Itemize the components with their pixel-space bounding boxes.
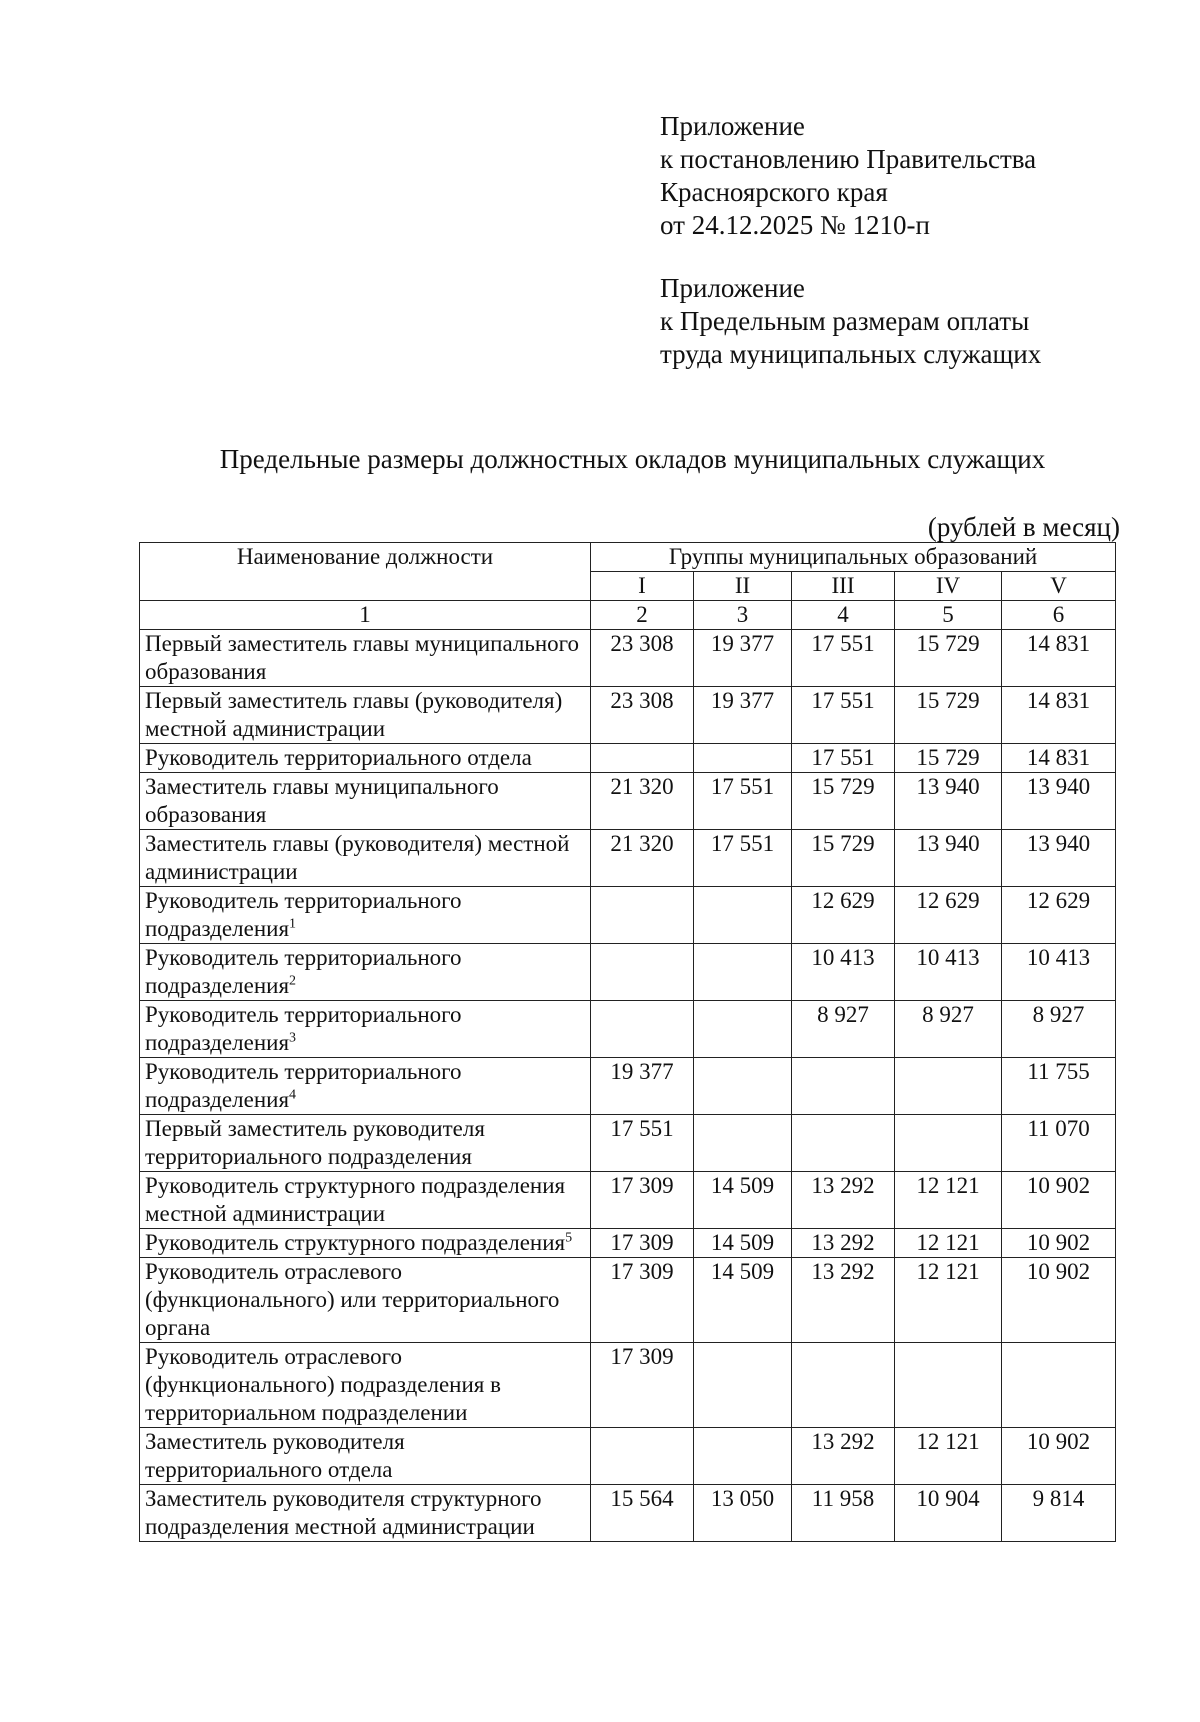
salary-value: 12 121 (895, 1428, 1002, 1485)
salary-value: 19 377 (694, 630, 792, 687)
position-name: Руководитель отраслевого (функционального) или территориального органа (140, 1258, 591, 1343)
salary-value: 15 729 (895, 744, 1002, 773)
salary-value: 9 814 (1002, 1485, 1116, 1542)
salary-value: 17 309 (591, 1258, 694, 1343)
salary-value: 10 904 (895, 1485, 1002, 1542)
table-row (140, 1058, 1116, 1115)
salary-value (694, 1428, 792, 1485)
salary-value (792, 1115, 895, 1172)
salary-value: 14 509 (694, 1229, 792, 1258)
column-index: 3 (694, 601, 792, 630)
position-name: Руководитель структурного подразделения местной администрации (140, 1172, 591, 1229)
salary-value: 17 309 (591, 1172, 694, 1229)
footnote-marker: 5 (565, 1230, 573, 1246)
position-name: Первый заместитель руководителя территориального подразделения (140, 1115, 591, 1172)
position-name: Руководитель отраслевого (функционального) подразделения в территориальном подразделении (140, 1343, 591, 1428)
salary-value (694, 1001, 792, 1058)
position-name: Руководитель территориального подразделения$^1$ (140, 887, 591, 944)
salary-value: 8 927 (1002, 1001, 1116, 1058)
salary-value: 10 902 (1002, 1258, 1116, 1343)
salary-value: 13 940 (1002, 830, 1116, 887)
column-index: 2 (591, 601, 694, 630)
position-name: Руководитель территориального подразделения$^4$ (140, 1058, 591, 1115)
table-row (140, 630, 1116, 687)
footnote-marker: 3 (289, 1030, 297, 1046)
table-row (140, 687, 1116, 744)
appendix-decree-line: Приложение (660, 111, 805, 141)
salary-value: 17 551 (792, 687, 895, 744)
table-row (140, 1001, 1116, 1058)
salary-value: 8 927 (792, 1001, 895, 1058)
table-row (140, 1343, 1116, 1428)
footnote-marker: 1 (289, 916, 297, 932)
salary-value: 21 320 (591, 830, 694, 887)
group-header: II (694, 572, 792, 601)
position-name: Руководитель структурного подразделения$^5$ (140, 1229, 591, 1258)
salary-value (591, 744, 694, 773)
salary-value: 17 309 (591, 1229, 694, 1258)
salary-value: 13 292 (792, 1258, 895, 1343)
position-name: Руководитель территориального подразделения$^2$ (140, 944, 591, 1001)
salary-value (591, 887, 694, 944)
salary-value: 14 831 (1002, 687, 1116, 744)
salary-value (694, 744, 792, 773)
appendix-decree-line: Красноярского края (660, 177, 888, 207)
table-body (140, 630, 1116, 1542)
footnote-marker: 2 (289, 973, 297, 989)
table-row (140, 1115, 1116, 1172)
salary-value: 13 292 (792, 1172, 895, 1229)
salary-value: 13 292 (792, 1428, 895, 1485)
salary-value: 14 509 (694, 1172, 792, 1229)
position-name: Заместитель главы (руководителя) местной администрации (140, 830, 591, 887)
salary-value: 10 413 (895, 944, 1002, 1001)
salary-table (139, 542, 1116, 1542)
salary-value: 13 940 (895, 773, 1002, 830)
salary-value: 10 413 (1002, 944, 1116, 1001)
group-header: V (1002, 572, 1116, 601)
salary-value (591, 1428, 694, 1485)
salary-value: 15 729 (895, 687, 1002, 744)
salary-value (591, 944, 694, 1001)
salary-value: 19 377 (694, 687, 792, 744)
table-row (140, 1258, 1116, 1343)
column-index: 6 (1002, 601, 1116, 630)
table-row (140, 1172, 1116, 1229)
group-header: I (591, 572, 694, 601)
appendix-limits-line: Приложение (660, 273, 805, 303)
salary-value: 15 729 (792, 773, 895, 830)
salary-value (694, 887, 792, 944)
header-block (660, 110, 1041, 371)
header-groups: Группы муниципальных образований (591, 543, 1116, 572)
salary-value: 10 413 (792, 944, 895, 1001)
salary-value: 17 551 (591, 1115, 694, 1172)
salary-value: 13 292 (792, 1229, 895, 1258)
position-name: Руководитель территориального отдела (140, 744, 591, 773)
salary-value: 17 551 (694, 830, 792, 887)
position-name: Первый заместитель главы (руководителя) местной администрации (140, 687, 591, 744)
salary-value: 12 629 (1002, 887, 1116, 944)
table-row (140, 1229, 1116, 1258)
salary-value: 12 629 (895, 887, 1002, 944)
position-name: Заместитель руководителя структурного подразделения местной администрации (140, 1485, 591, 1542)
column-index: 5 (895, 601, 1002, 630)
group-header: IV (895, 572, 1002, 601)
salary-value (591, 1001, 694, 1058)
units-note: (рублей в месяц) (927, 512, 1120, 542)
salary-value (895, 1058, 1002, 1115)
salary-value: 10 902 (1002, 1428, 1116, 1485)
salary-value: 13 940 (895, 830, 1002, 887)
header-position: Наименование должности (140, 543, 591, 601)
column-index: 4 (792, 601, 895, 630)
appendix-limits-line: к Предельным размерам оплаты (660, 306, 1030, 336)
table-row (140, 944, 1116, 1001)
salary-value: 12 121 (895, 1258, 1002, 1343)
salary-value: 8 927 (895, 1001, 1002, 1058)
salary-value: 21 320 (591, 773, 694, 830)
position-name: Руководитель территориального подразделения$^3$ (140, 1001, 591, 1058)
salary-value: 14 831 (1002, 630, 1116, 687)
group-header: III (792, 572, 895, 601)
salary-value (895, 1115, 1002, 1172)
salary-value: 17 309 (591, 1343, 694, 1428)
table-row (140, 773, 1116, 830)
salary-value: 17 551 (792, 744, 895, 773)
appendix-decree-line: к постановлению Правительства (660, 144, 1037, 174)
position-name: Заместитель главы муниципального образования (140, 773, 591, 830)
salary-value: 15 729 (792, 830, 895, 887)
salary-value: 10 902 (1002, 1172, 1116, 1229)
footnote-marker: 4 (289, 1087, 297, 1103)
salary-value (792, 1058, 895, 1115)
salary-value: 13 050 (694, 1485, 792, 1542)
appendix-decree-line: от 24.12.2025 № 1210-п (660, 210, 930, 240)
salary-value (1002, 1343, 1116, 1428)
column-index: 1 (140, 601, 591, 630)
document-title: Предельные размеры должностных окладов муниципальных служащих (219, 444, 1046, 474)
salary-value: 17 551 (792, 630, 895, 687)
salary-value: 12 121 (895, 1229, 1002, 1258)
salary-value: 13 940 (1002, 773, 1116, 830)
salary-value: 23 308 (591, 687, 694, 744)
salary-value: 15 729 (895, 630, 1002, 687)
salary-value: 12 121 (895, 1172, 1002, 1229)
salary-value: 19 377 (591, 1058, 694, 1115)
salary-value: 14 509 (694, 1258, 792, 1343)
salary-value: 11 958 (792, 1485, 895, 1542)
salary-value: 17 551 (694, 773, 792, 830)
salary-value: 10 902 (1002, 1229, 1116, 1258)
salary-value (694, 944, 792, 1001)
position-name: Заместитель руководителя территориального отдела (140, 1428, 591, 1485)
table-row (140, 744, 1116, 773)
salary-value (694, 1058, 792, 1115)
table-row (140, 1428, 1116, 1485)
salary-value: 12 629 (792, 887, 895, 944)
table-row (140, 887, 1116, 944)
table-row (140, 830, 1116, 887)
appendix-limits-line: труда муниципальных служащих (660, 339, 1042, 369)
salary-value: 15 564 (591, 1485, 694, 1542)
salary-value (694, 1115, 792, 1172)
salary-value (694, 1343, 792, 1428)
salary-value: 14 831 (1002, 744, 1116, 773)
table-row (140, 1485, 1116, 1542)
salary-value: 11 755 (1002, 1058, 1116, 1115)
position-name: Первый заместитель главы муниципального образования (140, 630, 591, 687)
salary-value (895, 1343, 1002, 1428)
salary-value: 11 070 (1002, 1115, 1116, 1172)
salary-value: 23 308 (591, 630, 694, 687)
salary-value (792, 1343, 895, 1428)
